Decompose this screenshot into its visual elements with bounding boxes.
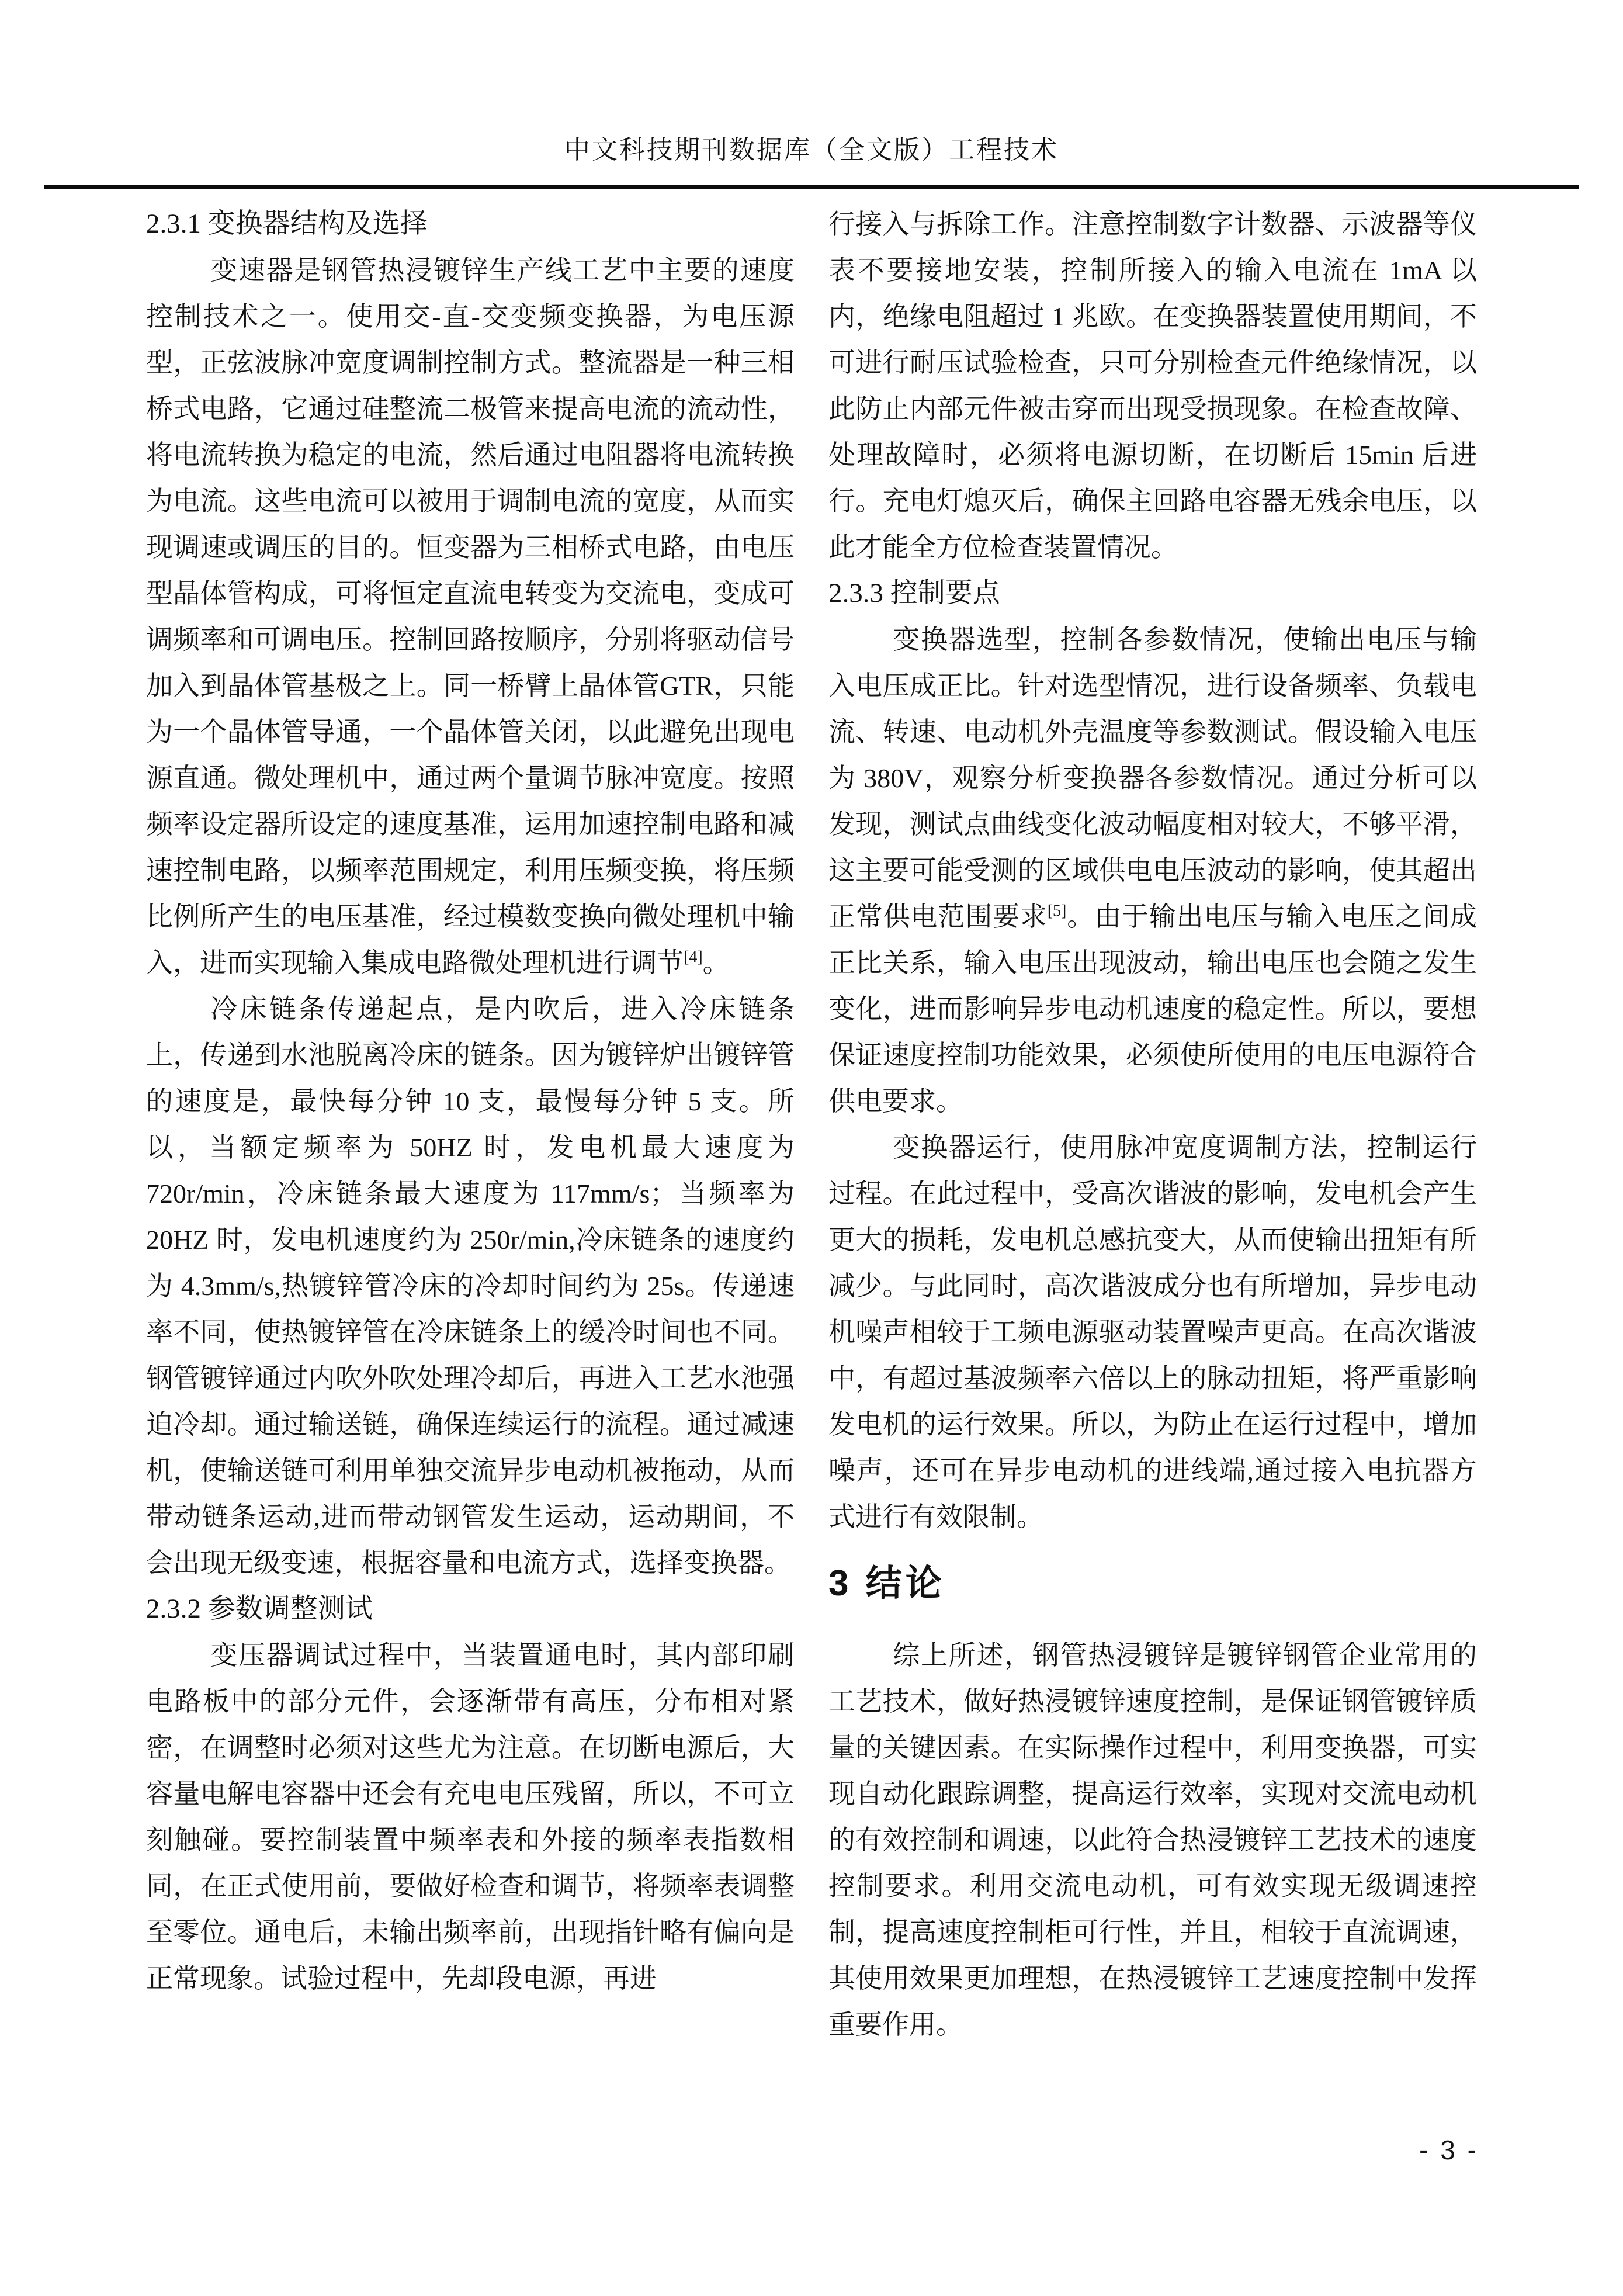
para-control-points-text: 变换器选型，控制各参数情况，使输出电压与输入电压成正比。针对选型情况，进行设备频率、负载电流、转速、电动机外壳温度等参数测试。假设输入电压为 380V，观察分析变换器各参数情况。通过分析可以发现，测试点曲线变化波动幅度相对较大，不够平滑，这主要可能受测的区域供电电压波动的影响，使其超出正常供电范围要求 (828, 625, 1477, 931)
heading-2-3-2: 2.3.2 参数调整测试 (146, 1594, 373, 1624)
para-converter-structure-tail: 。 (702, 948, 730, 978)
right-column (828, 201, 1477, 2048)
para-control-points (828, 617, 1477, 1124)
para-converter-structure (146, 247, 795, 986)
ref-marker-5: [5] (1047, 902, 1067, 920)
para-converter-structure-text: 变速器是钢管热浸镀锌生产线工艺中主要的速度控制技术之一。使用交-直-交变频变换器，为电压源型，正弦波脉冲宽度调制控制方式。整流器是一种三相桥式电路，它通过硅整流二极管来提高电流的流动性，将电流转换为稳定的电流，然后通过电阻器将电流转换为电流。这些电流可以被用于调制电流的宽度，从而实现调速或调压的目的。恒变器为三相桥式电路，由电压型晶体管构成，可将恒定直流电转变为交流电，变成可调频率和可调电压。控制回路按顺序，分别将驱动信号加入到晶体管基极之上。同一桥臂上晶体管GTR，只能为一个晶体管导通，一个晶体管关闭，以此避免出现电源直通。微处理机中，通过两个量调节脉冲宽度。按照频率设定器所设定的速度基准，运用加速控制电路和减速控制电路，以频率范围规定，利用压频变换，将压频比例所产生的电压基准，经过模数变换向微处理机中输入，进而实现输入集成电路微处理机进行调节 (146, 255, 795, 978)
ref-marker-4: [4] (684, 948, 703, 967)
para-parameter-testing: 变压器调试过程中，当装置通电时，其内部印刷电路板中的部分元件，会逐渐带有高压，分布相对紧密，在调整时必须对这些尤为注意。在切断电源后，大容量电解电容器中还会有充电电压残留，所以，不可立刻触碰。要控制装置中频率表和外接的频率表指数相同，在正式使用前，要做好检查和调节，将频率表调整至零位。通电后，未输出频率前，出现指针略有偏向是正常现象。试验过程中，先却段电源，再进 (146, 1640, 795, 1993)
para-conclusion: 综上所述，钢管热浸镀锌是镀锌钢管企业常用的工艺技术，做好热浸镀锌速度控制，是保证钢管镀锌质量的关键因素。在实际操作过程中，利用变换器，可实现自动化跟踪调整，提高运行效率，实现对交流电动机的有效控制和调速，以此符合热浸镀锌工艺技术的速度控制要求。利用交流电动机，可有效实现无级调速控制，提高速度控制柜可行性，并且，相较于直流调速，其使用效果更加理想，在热浸镀锌工艺速度控制中发挥重要作用。 (828, 1640, 1477, 2039)
heading-2-3-3: 2.3.3 控制要点 (828, 578, 1000, 608)
para-parameter-testing-continued: 行接入与拆除工作。注意控制数字计数器、示波器等仪表不要接地安装，控制所接入的输入电流在 1mA 以内，绝缘电阻超过 1 兆欧。在变换器装置使用期间，不可进行耐压试验检查，只可分别检查元件绝缘情况，以此防止内部元件被击穿而出现受损现象。在检查故障、处理故障时，必须将电源切断，在切断后 15min 后进行。充电灯熄灭后，确保主回路电容器无残余电压，以此才能全方位检查装置情况。 (828, 209, 1477, 562)
page-number: - 3 - (1419, 2135, 1479, 2165)
left-column (146, 201, 795, 2048)
header-rule (44, 185, 1579, 189)
two-column-body (146, 201, 1477, 2048)
para-converter-operation: 变换器运行，使用脉冲宽度调制方法，控制运行过程。在此过程中，受高次谐波的影响，发电机会产生更大的损耗，发电机总感抗变大，从而使输出扭矩有所减少。与此同时，高次谐波成分也有所增加，异步电动机噪声相较于工频电源驱动装置噪声更高。在高次谐波中，有超过基波频率六倍以上的脉动扭矩，将严重影响发电机的运行效果。所以，为防止在运行过程中，增加噪声，还可在异步电动机的进线端,通过接入电抗器方式进行有效限制。 (828, 1133, 1477, 1532)
para-control-points-tail: 。由于输出电压与输入电压之间成正比关系，输入电压出现波动，输出电压也会随之发生变化，进而影响异步电动机速度的稳定性。所以，要想保证速度控制功能效果，必须使所使用的电压电源符合供电要求。 (828, 902, 1478, 1116)
para-cooling-chain: 冷床链条传递起点，是内吹后，进入冷床链条上，传递到水池脱离冷床的链条。因为镀锌炉出镀锌管的速度是，最快每分钟 10 支，最慢每分钟 5 支。所以，当额定频率为 50HZ 时，发电机最大速度为 720r/min，冷床链条最大速度为 117mm/s；当频率为 20HZ 时，发电机速度约为 250r/min,冷床链条的速度约为 4.3mm/s,热镀锌管冷床的冷却时间约为 25s。传递速率不同，使热镀锌管在冷床链条上的缓冷时间也不同。钢管镀锌通过内吹外吹处理冷却后，再进入工艺水池强迫冷却。通过输送链，确保连续运行的流程。通过减速机，使输送链可利用单独交流异步电动机被拖动，从而带动链条运动,进而带动钢管发生运动，运动期间，不会出现无级变速，根据容量和电流方式，选择变换器。 (146, 994, 795, 1578)
heading-2-3-1: 2.3.1 变换器结构及选择 (146, 209, 428, 239)
journal-header-title: 中文科技期刊数据库（全文版）工程技术 (564, 136, 1059, 164)
heading-3-conclusion: 3 结论 (828, 1563, 945, 1604)
